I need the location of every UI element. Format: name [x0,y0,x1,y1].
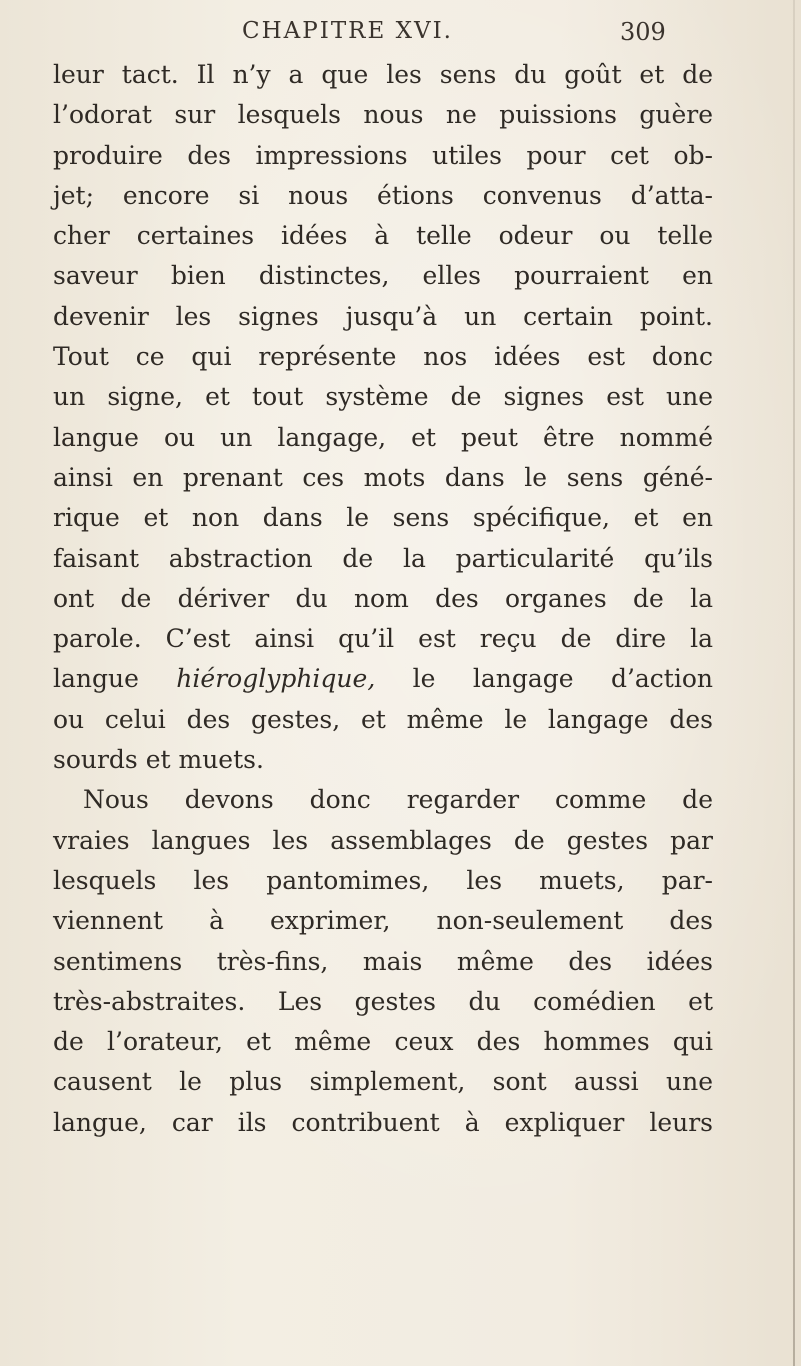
text-line: très-abstraites. Les gestes du comédien et [53,986,713,1016]
text-line: cher certaines idées à telle odeur ou telle [53,221,713,251]
text-line: l’odorat sur lesquels nous ne puissions guère [53,100,713,130]
page-number: 309 [620,18,666,46]
text-line: parole. C’est ainsi qu’il est reçu de dire la [53,624,713,654]
text-line: viennent à exprimer, non-seulement des [53,906,713,936]
text-line: rique et non dans le sens spécifique, et en [53,503,713,533]
italic-term: hiéroglyphique, [176,664,376,694]
text-line: jet; encore si nous étions convenus d’atta- [53,180,713,210]
text-segment: le langage d’action [375,664,713,694]
text-line: ainsi en prenant ces mots dans le sens géné- [53,462,713,492]
text-line: devenir les signes jusqu’à un certain point. [53,301,713,331]
text-line: ou celui des gestes, et même le langage des [53,704,713,734]
text-line: Nous devons donc regarder comme de [83,785,713,815]
paragraph-1 [53,55,713,780]
text-line: saveur bien distinctes, elles pourraient en [53,261,713,291]
text-line: un signe, et tout système de signes est une [53,382,713,412]
running-head: CHAPITRE XVI. [242,18,453,44]
text-line: sourds et muets. [53,745,264,775]
text-line: langue ou un langage, et peut être nommé [53,422,713,452]
text-line: faisant abstraction de la particularité qu’ils [53,543,713,573]
text-line: causent le plus simplement, sont aussi une [53,1067,713,1097]
text-line: ont de dériver du nom des organes de la [53,583,713,613]
text-segment: langue [53,664,177,694]
text-line: de l’orateur, et même ceux des hommes qui [53,1027,713,1057]
page-edge-shadow [793,0,795,1366]
text-line: Tout ce qui représente nos idées est donc [53,342,713,372]
text-line-with-italic [53,659,713,699]
text-line: langue, car ils contribuent à expliquer leurs [53,1107,713,1137]
page-header [0,10,801,50]
text-line: vraies langues les assemblages de gestes par [53,825,713,855]
body-text [53,55,713,1143]
text-line: sentimens très-fins, mais même des idées [53,946,713,976]
text-line: leur tact. Il n’y a que les sens du goût et de [53,60,713,89]
paragraph-2 [53,780,713,1143]
text-line: lesquels les pantomimes, les muets, par- [53,865,713,895]
text-line: produire des impressions utiles pour cet ob- [53,140,713,170]
